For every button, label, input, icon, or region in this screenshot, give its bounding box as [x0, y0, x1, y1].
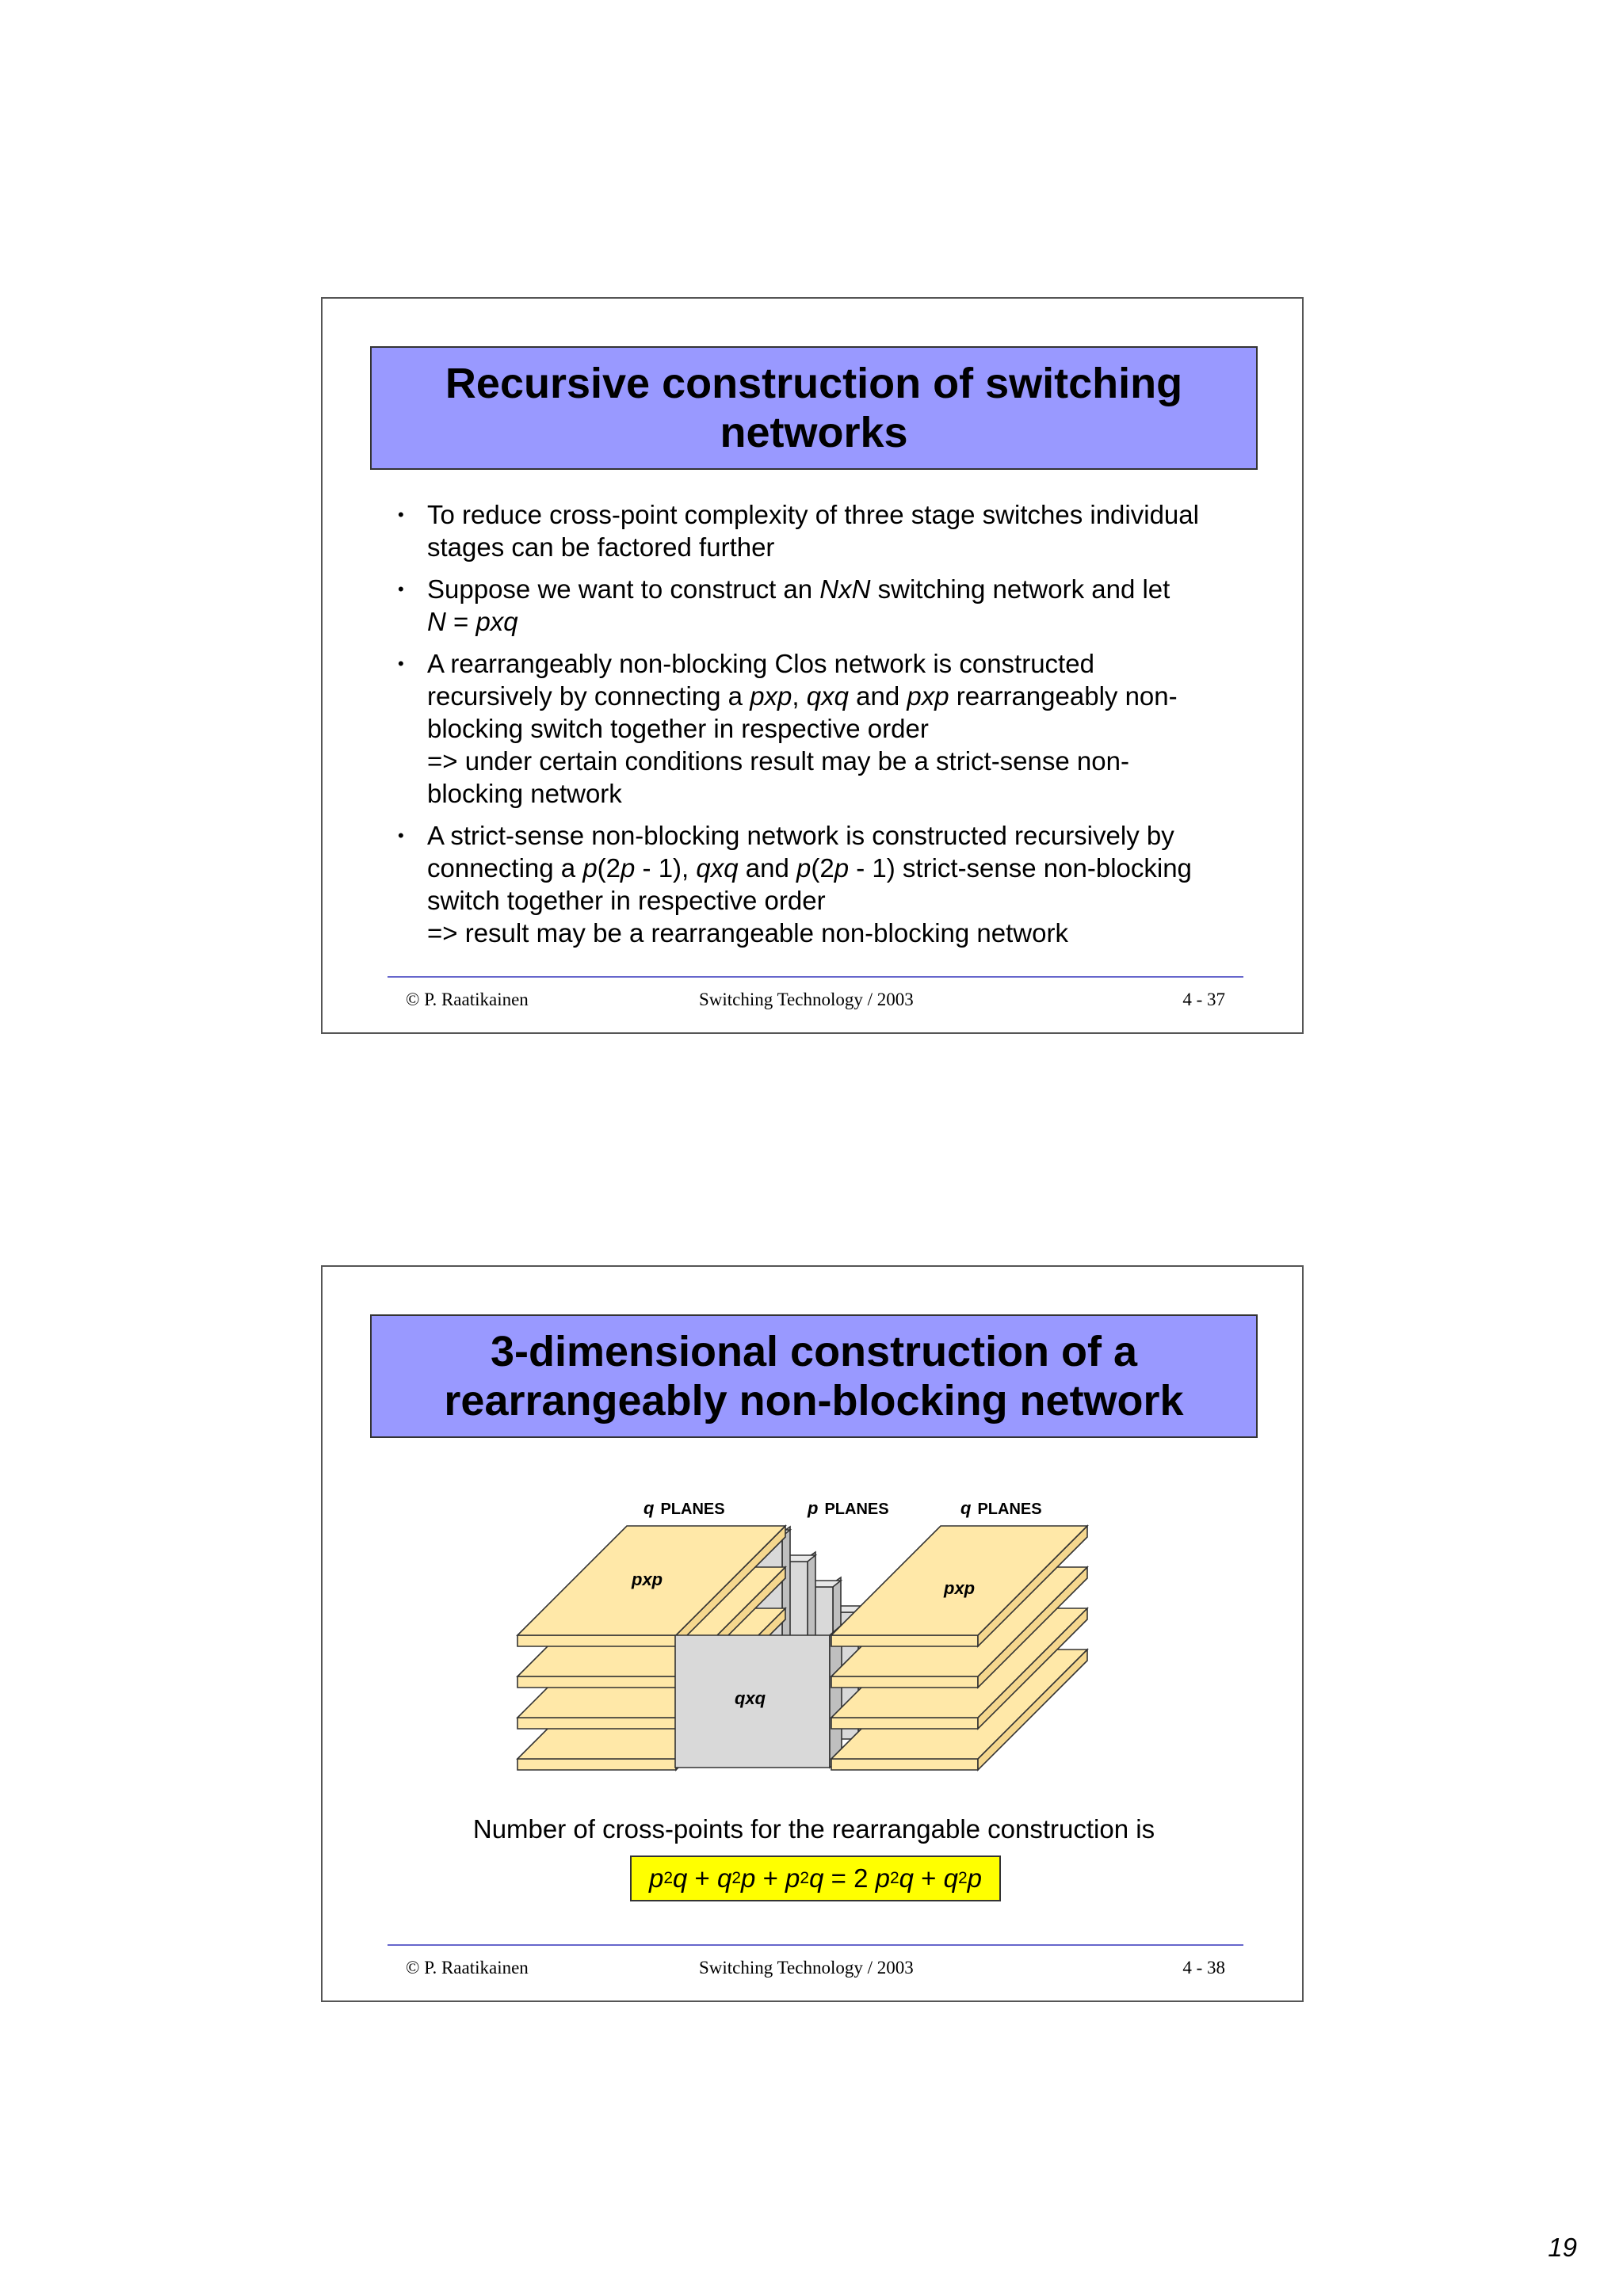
- bullet-line: [427, 884, 1270, 917]
- bullet-line: [427, 819, 1270, 852]
- bullet-line: [427, 680, 1270, 712]
- text-run: and: [738, 853, 797, 883]
- text-run: stages can be factored further: [427, 532, 775, 562]
- italic-run: N: [427, 607, 446, 636]
- text-run: recursively by connecting a: [427, 681, 750, 711]
- bullet-item: [398, 819, 1270, 949]
- bullet-item: [398, 498, 1270, 563]
- right-plane-front: [831, 1718, 978, 1729]
- text-run: ,: [792, 681, 807, 711]
- italic-run: NxN: [819, 574, 871, 604]
- right-plane-front: [831, 1676, 978, 1688]
- bullet-dot-icon: •: [398, 579, 404, 599]
- left-plane-front: [517, 1635, 676, 1646]
- right-plane-front: [831, 1635, 978, 1646]
- footer-course: Switching Technology / 2003: [699, 990, 914, 1009]
- left-plane-front: [517, 1718, 676, 1729]
- italic-run: pxp: [907, 681, 949, 711]
- text-run: A rearrangeably non-blocking Clos network is constructed: [427, 649, 1094, 678]
- plane-label-middle: p PLANES: [808, 1498, 889, 1518]
- bullet-item: [398, 573, 1270, 638]
- bullet-line: [427, 777, 1270, 810]
- slide-4-38: [321, 1265, 1304, 2002]
- footer-slide-number: 4 - 38: [1182, 1958, 1225, 1978]
- plane-label-right: q PLANES: [960, 1498, 1042, 1518]
- italic-run: p: [796, 853, 812, 883]
- text-run: Suppose we want to construct an: [427, 574, 820, 604]
- text-run: blocking switch together in respective order: [427, 714, 929, 743]
- bullet-list: [398, 498, 1270, 959]
- italic-run: p: [621, 853, 636, 883]
- left-plane-front: [517, 1676, 676, 1688]
- text-run: - 1) strict-sense non-blocking: [849, 853, 1192, 883]
- bullet-line: [427, 531, 1270, 563]
- bullet-dot-icon: •: [398, 826, 404, 845]
- text-run: A strict-sense non-blocking network is constructed recursively by: [427, 821, 1174, 850]
- text-run: and: [848, 681, 907, 711]
- plane-label-left: q PLANES: [643, 1498, 725, 1518]
- text-run: switch together in respective order: [427, 886, 826, 915]
- left-plane-front: [517, 1759, 676, 1770]
- text-run: => result may be a rearrangeable non-blocking network: [427, 918, 1068, 948]
- slide-title-line-1: 3-dimensional construction of a: [490, 1328, 1138, 1375]
- footer-author: © P. Raatikainen: [406, 990, 529, 1009]
- bullet-line: [427, 917, 1270, 949]
- slide-title-box: [370, 346, 1258, 470]
- italic-run: pxq: [475, 607, 518, 636]
- crosspoint-formula: p 2 q + q 2 p + p 2 q = 2 p 2 q + q 2 p: [630, 1855, 1001, 1901]
- text-run: blocking network: [427, 779, 622, 808]
- bullet-line: [427, 712, 1270, 745]
- left-block-label: pxp: [632, 1569, 663, 1589]
- text-run: connecting a: [427, 853, 583, 883]
- slide-title-line-1: Recursive construction of switching: [445, 360, 1183, 407]
- right-block-label: pxp: [944, 1578, 976, 1598]
- crosspoint-caption: Number of cross-points for the rearrangable construction is: [472, 1814, 1155, 1844]
- bullet-line: [427, 498, 1270, 531]
- text-run: rearrangeably non-: [949, 681, 1178, 711]
- text-run: (2: [597, 853, 621, 883]
- italic-run: qxq: [696, 853, 739, 883]
- bullet-line: [427, 745, 1270, 777]
- page-number: 19: [1548, 2233, 1577, 2262]
- right-plane-front: [831, 1759, 978, 1770]
- slide-title-line-2: networks: [720, 409, 908, 456]
- bullet-item: [398, 647, 1270, 810]
- middle-block-label: qxq: [735, 1688, 766, 1708]
- footer-course: Switching Technology / 2003: [699, 1958, 914, 1978]
- footer-divider: [388, 1944, 1243, 1946]
- footer-author: © P. Raatikainen: [406, 1958, 529, 1978]
- italic-run: pxp: [750, 681, 792, 711]
- footer-divider: [388, 976, 1243, 978]
- bullet-line: [427, 605, 1270, 638]
- slide-title-line-2: rearrangeably non-blocking network: [444, 1377, 1184, 1425]
- italic-run: p: [834, 853, 850, 883]
- italic-run: p: [582, 853, 598, 883]
- bullet-line: [427, 852, 1270, 884]
- text-run: switching network and let: [870, 574, 1170, 604]
- bullet-dot-icon: •: [398, 654, 404, 673]
- footer-slide-number: 4 - 37: [1182, 990, 1225, 1009]
- italic-run: qxq: [806, 681, 849, 711]
- text-run: (2: [811, 853, 834, 883]
- slide-4-37: [321, 297, 1304, 1034]
- bullet-dot-icon: •: [398, 505, 404, 524]
- text-run: - 1),: [635, 853, 697, 883]
- bullet-line: [427, 573, 1270, 605]
- text-run: To reduce cross-point complexity of three stage switches individual: [427, 500, 1199, 529]
- text-run: => under certain conditions result may be a strict-sense non-: [427, 746, 1129, 776]
- text-run: =: [445, 607, 476, 636]
- bullet-line: [427, 647, 1270, 680]
